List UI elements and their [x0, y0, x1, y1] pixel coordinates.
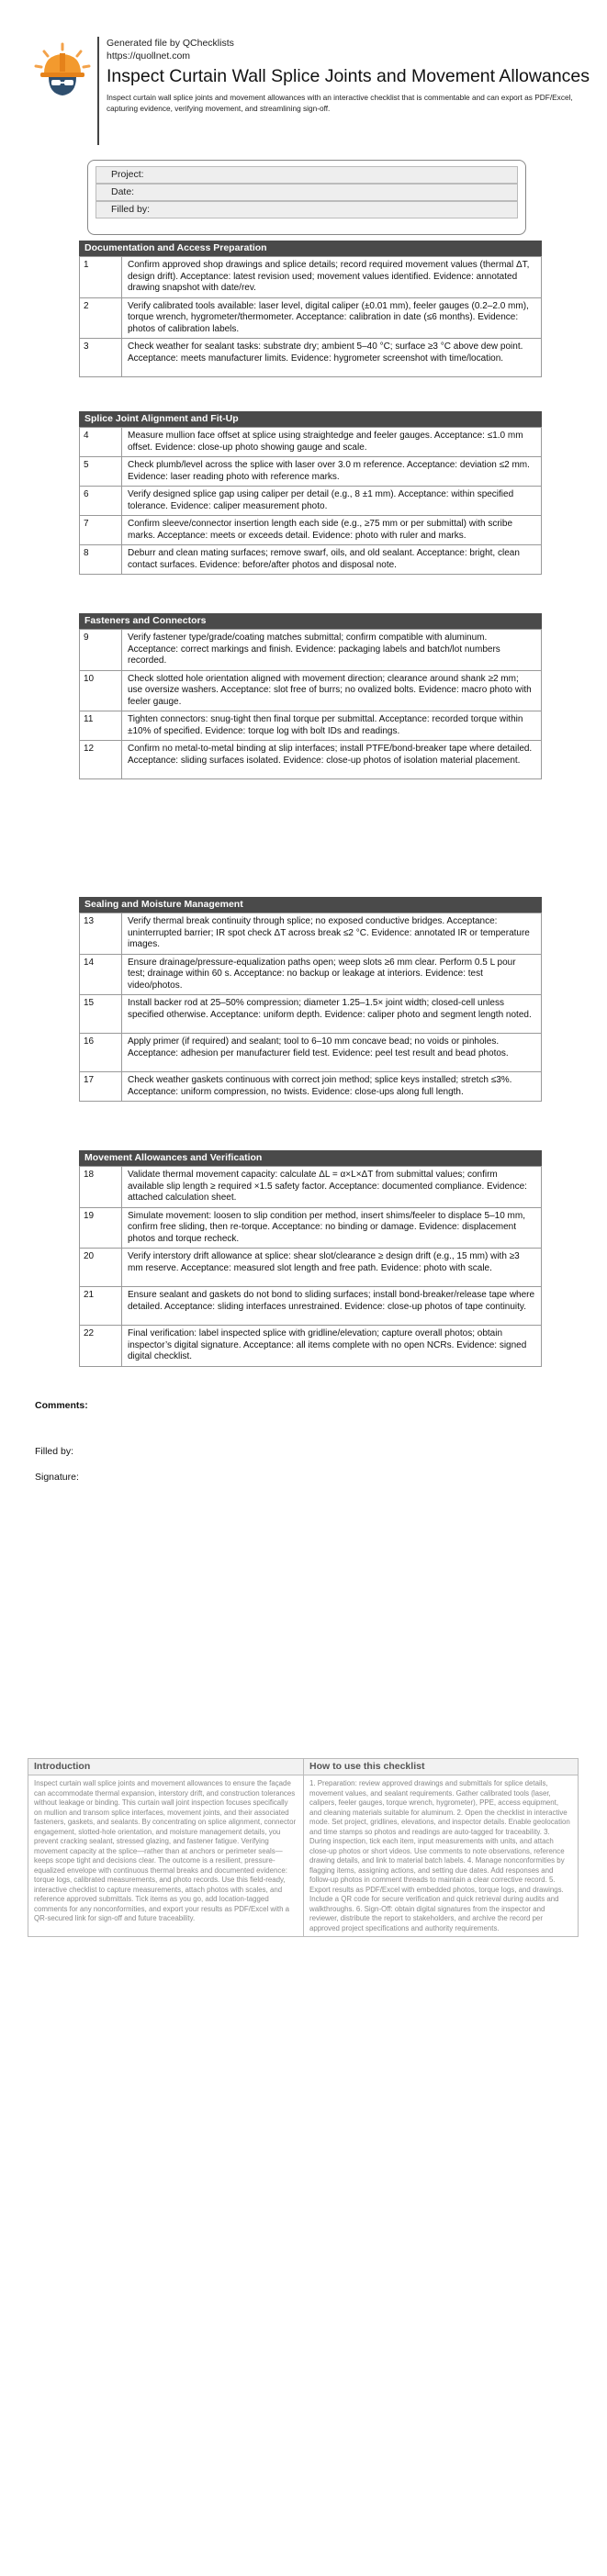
section-movement: [79, 1150, 542, 1367]
section-title: Splice Joint Alignment and Fit-Up: [79, 411, 542, 427]
checklist-row[interactable]: [80, 995, 542, 1034]
info-panel: [28, 1758, 579, 1937]
checklist-table: [79, 256, 542, 377]
item-text: Deburr and clean mating surfaces; remove swarf, oils, and old sealant. Acceptance: bright, clean contact surfaces. Evidence: before/after photos and disposal note.: [122, 545, 542, 575]
checklist-row[interactable]: [80, 297, 542, 339]
checklist-row[interactable]: [80, 1287, 542, 1326]
section-documentation: [79, 241, 542, 377]
item-text: Apply primer (if required) and sealant; tool to 6–10 mm concave bead; no voids or pinholes. Acceptance: adhesion per manufacturer field test. Evidence: peel test result and bead photos.: [122, 1034, 542, 1072]
item-text: Confirm no metal-to-metal binding at slip interfaces; install PTFE/bond-breaker tape where detailed. Acceptance: sliding surfaces isolated. Evidence: close-up photos of isolation material placement.: [122, 741, 542, 779]
item-text: Check weather for sealant tasks: substrate dry; ambient 5–40 °C; surface ≥3 °C above dew point. Acceptance: meets manufacturer limits. Evidence: hygrometer screenshot with time/location.: [122, 339, 542, 377]
item-number: 13: [80, 913, 122, 955]
item-text: Verify designed splice gap using caliper per detail (e.g., 8 ±1 mm). Acceptance: within specified tolerance. Evidence: caliper measurement photo.: [122, 487, 542, 516]
item-number: 6: [80, 487, 122, 516]
introduction-text: Inspect curtain wall splice joints and movement allowances to ensure the façade can accommodate thermal expansion, interstory drift, and construction tolerances without leakage or binding. This curtain wall joint inspection focuses specifically on mullion and transom splice interfaces, movement joints, and their associated fasteners, gaskets, and sealants. By concentrating on splice alignment, connector engagement, slotted-hole orientation, and moisture management details, you prevent cracking sealant, stressed glazing, and fastener fatigue. Verifying movement capacity at the splice—rather than at anchors or perimeter seals—keeps scope tight and decisions clear. The outcome is a resilient, pressure-equalized envelope with continuous thermal breaks and documented evidence: torque logs, calibrated measurements, and photo records. Use this field-ready, interactive checklist to capture measurements, attach photos with scales, and reference approved submittals. Tick items as you go, add location-tagged comments for any nonconformities, and export your results as PDF/Excel with a QR-secured link for sign-off and future traceability.: [34, 1779, 297, 1922]
item-text: Ensure drainage/pressure-equalization paths open; weep slots ≥6 mm clear. Perform 0.5 L pour test; drainage within 60 s. Acceptance: no backup or leakage at interiors. Evidence: test video/photos.: [122, 954, 542, 995]
page-title: Inspect Curtain Wall Splice Joints and Movement Allowances: [107, 66, 590, 86]
section-title: Fasteners and Connectors: [79, 613, 542, 629]
item-number: 17: [80, 1072, 122, 1102]
checklist-row[interactable]: [80, 1072, 542, 1102]
checklist-row[interactable]: [80, 516, 542, 545]
section-alignment: [79, 411, 542, 575]
item-text: Verify fastener type/grade/coating matches submittal; confirm compatible with aluminum. Acceptance: correct markings and finish. Evidence: packaging labels and batch/lot numbers recorded.: [122, 630, 542, 671]
item-number: 8: [80, 545, 122, 575]
item-number: 22: [80, 1326, 122, 1367]
checklist-row[interactable]: [80, 1034, 542, 1072]
section-title: Movement Allowances and Verification: [79, 1150, 542, 1166]
builder-helmet-logo-icon: [31, 40, 94, 103]
item-text: Confirm approved shop drawings and splice details; record required movement values (thermal ΔT, design drift). Acceptance: latest revision used; movement values identified. Evidence: annotated drawing snapshot with date/rev.: [122, 257, 542, 298]
checklist-row[interactable]: [80, 487, 542, 516]
comments-label: Comments:: [35, 1400, 88, 1411]
how-to-text: 1. Preparation: review approved drawings and submittals for splice details, movement values, and sealant requirements. Gather calibrated tools (laser, calipers, feeler gauges, torque wrench, hygrometer), PPE, access equipment, and cleaning materials suitable for aluminum. 2. Open the checklist in interactive mode. Set project, gridlines, elevations, and inspector details. Enable geolocation and time stamps so photos and readings are auto-tagged for traceability. 3. During inspection, tick each item, input measurements with units, and attach close-up photos or short videos. Use comments to note observations, reference drawing details, and link to material batch labels. 4. Manage nonconformities by flagging items, assigning actions, and setting due dates. Add responses and follow-up photos in comment threads to maintain a clear corrective record. 5. Export results as PDF/Excel with embedded photos, torque logs, and drawings. Include a QR code for secure verification and quick retrieval during audits and walkthroughs. 6. Sign-Off: obtain digital signatures from the inspector and reviewer, distribute the report to stakeholders, and archive the record per approved project specifications and authority requirements.: [309, 1779, 570, 1932]
item-number: 11: [80, 711, 122, 741]
item-number: 3: [80, 339, 122, 377]
item-number: 21: [80, 1287, 122, 1326]
page-description: Inspect curtain wall splice joints and movement allowances with an interactive checklist that is commentable and can export as PDF/Excel, capturing evidence, verifying movement, and streamlining sign-off.: [107, 93, 573, 113]
checklist-row[interactable]: [80, 1326, 542, 1367]
how-to-column: [303, 1759, 578, 1936]
source-url[interactable]: https://quollnet.com: [107, 50, 191, 62]
item-text: Check slotted hole orientation aligned with movement direction; clearance around shank ≥2 mm; use oversize washers. Acceptance: slot free of burrs; no ovalized bolts. Evidence: macro photo with feeler gauge.: [122, 670, 542, 711]
checklist-row[interactable]: [80, 1207, 542, 1249]
item-number: 4: [80, 428, 122, 457]
checklist-row[interactable]: [80, 1167, 542, 1208]
item-text: Validate thermal movement capacity: calculate ΔL = α×L×ΔT from submittal values; confirm available slip length ≥ required ×1.5 safety factor. Acceptance: documented compliance. Evidence: attached calculation sheet.: [122, 1167, 542, 1208]
item-number: 10: [80, 670, 122, 711]
filled-by-label: Filled by:: [35, 1446, 74, 1457]
item-number: 20: [80, 1249, 122, 1287]
item-text: Simulate movement: loosen to slip condition per method, insert shims/feeler to displace 5–10 mm, confirm free sliding, then re-torque. Acceptance: no binding or damage. Evidence: displacement photos and torque recheck.: [122, 1207, 542, 1249]
introduction-title: Introduction: [28, 1759, 303, 1775]
document-header: [31, 37, 590, 147]
item-text: Ensure sealant and gaskets do not bond to sliding surfaces; install bond-breaker/release tape where detailed. Acceptance: sliding interfaces unrestrained. Evidence: close-up photos of tape continuity.: [122, 1287, 542, 1326]
item-number: 9: [80, 630, 122, 671]
item-number: 16: [80, 1034, 122, 1072]
checklist-row[interactable]: [80, 711, 542, 741]
checklist-row[interactable]: [80, 630, 542, 671]
checklist-row[interactable]: [80, 954, 542, 995]
checklist-table: [79, 1166, 542, 1367]
checklist-row[interactable]: [80, 257, 542, 298]
item-text: Install backer rod at 25–50% compression; diameter 1.25–1.5× joint width; closed-cell unless specified otherwise. Acceptance: uniform depth. Evidence: caliper photo and segment length noted.: [122, 995, 542, 1034]
project-field[interactable]: Project:: [96, 166, 518, 184]
checklist-row[interactable]: [80, 1249, 542, 1287]
item-text: Verify interstory drift allowance at splice: shear slot/clearance ≥ design drift (e.g., 15 mm) with ≥3 mm reserve. Acceptance: measured slot length and free path. Evidence: photo with scale.: [122, 1249, 542, 1287]
item-number: 14: [80, 954, 122, 995]
item-text: Tighten connectors: snug-tight then final torque per submittal. Acceptance: recorded torque within ±10% of specified. Evidence: torque log with bolt IDs and readings.: [122, 711, 542, 741]
checklist-row[interactable]: [80, 339, 542, 377]
section-title: Sealing and Moisture Management: [79, 897, 542, 913]
item-text: Check weather gaskets continuous with correct join method; splice keys installed; stretch ≤3%. Acceptance: uniform compression, no twists. Evidence: close-ups along full length.: [122, 1072, 542, 1102]
checklist-table: [79, 427, 542, 575]
introduction-column: [28, 1759, 303, 1936]
checklist-row[interactable]: [80, 428, 542, 457]
item-number: 15: [80, 995, 122, 1034]
signature-label: Signature:: [35, 1472, 79, 1483]
item-number: 5: [80, 457, 122, 487]
item-text: Measure mullion face offset at splice using straightedge and feeler gauges. Acceptance: ≤1.0 mm offset. Evidence: close-up photo showing gauge and scale.: [122, 428, 542, 457]
section-fasteners: [79, 613, 542, 779]
item-number: 12: [80, 741, 122, 779]
header-divider: [97, 37, 99, 145]
section-title: Documentation and Access Preparation: [79, 241, 542, 256]
checklist-row[interactable]: [80, 913, 542, 955]
generated-by-text: Generated file by QChecklists: [107, 38, 234, 49]
date-field[interactable]: Date:: [96, 184, 518, 201]
checklist-table: [79, 913, 542, 1102]
item-number: 18: [80, 1167, 122, 1208]
checklist-row[interactable]: [80, 545, 542, 575]
checklist-row[interactable]: [80, 457, 542, 487]
item-number: 1: [80, 257, 122, 298]
section-sealing: [79, 897, 542, 1102]
item-number: 19: [80, 1207, 122, 1249]
filled-by-field[interactable]: Filled by:: [96, 201, 518, 218]
item-text: Verify thermal break continuity through splice; no exposed conductive bridges. Acceptance: uninterrupted barrier; IR spot check ΔT across break ≤2 °C. Evidence: annotated IR or temperature images.: [122, 913, 542, 955]
header-text-block: [107, 37, 602, 114]
checklist-table: [79, 629, 542, 779]
item-text: Final verification: label inspected splice with gridline/elevation; capture overall photos; obtain inspector’s digital signature. Acceptance: all items complete with no open NCRs. Evidence: signed digital checklist.: [122, 1326, 542, 1367]
item-text: Verify calibrated tools available: laser level, digital caliper (±0.01 mm), feeler gauges (0.2–2.0 mm), torque wrench, hygrometer/thermometer. Acceptance: calibration in date (≤6 months). Evidence: photos of calibration labels.: [122, 297, 542, 339]
item-number: 2: [80, 297, 122, 339]
project-info-box: [87, 160, 526, 235]
checklist-row[interactable]: [80, 741, 542, 779]
item-text: Confirm sleeve/connector insertion length each side (e.g., ≥75 mm or per submittal) with scribe marks. Acceptance: meets or exceeds detail. Evidence: photo with ruler and marks.: [122, 516, 542, 545]
checklist-row[interactable]: [80, 670, 542, 711]
item-text: Check plumb/level across the splice with laser over 3.0 m reference. Acceptance: deviation ≤2 mm. Evidence: laser reading photo with reference marks.: [122, 457, 542, 487]
item-number: 7: [80, 516, 122, 545]
how-to-title: How to use this checklist: [304, 1759, 578, 1775]
